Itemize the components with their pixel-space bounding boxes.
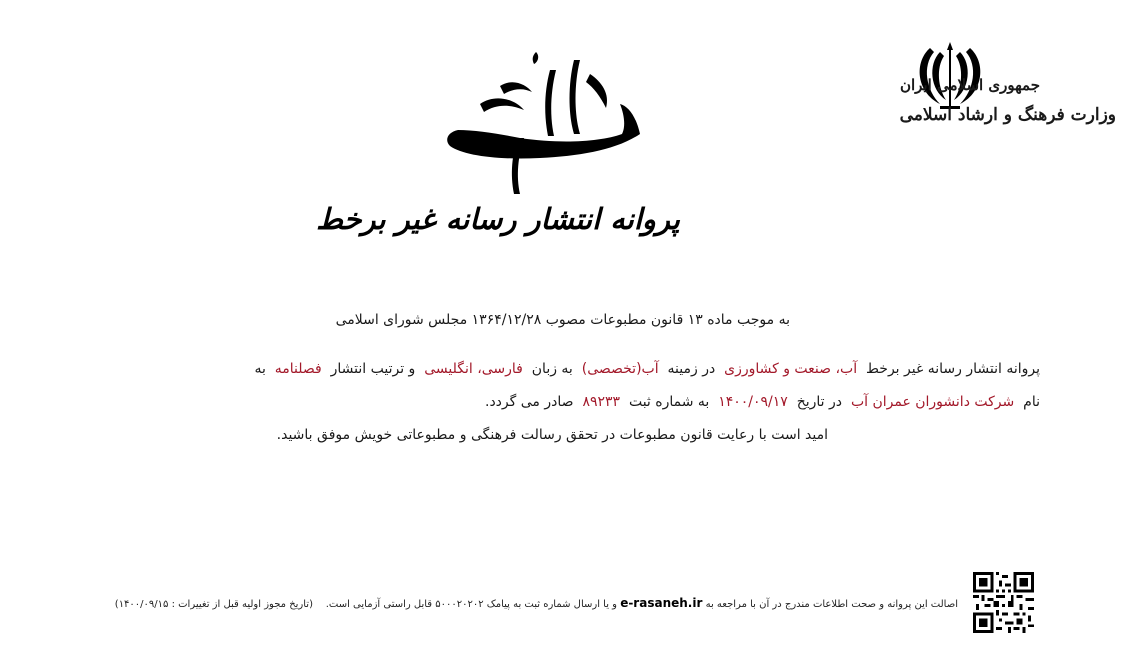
- verification-site-link[interactable]: e-rasaneh.ir: [620, 596, 703, 610]
- verification-footer: [115, 596, 958, 610]
- bismillah-calligraphy: [440, 34, 650, 199]
- registration-prefix: به شماره ثبت: [628, 394, 710, 410]
- ministry-name: وزارت فرهنگ و ارشاد اسلامی: [899, 105, 1116, 125]
- verify-prefix: اصالت این پروانه و صحت اطلاعات مندرج در آن با مراجعه به: [705, 599, 958, 610]
- initial-date-note: (تاریخ مجوز اولیه قبل از تغییرات : ۱۴۰۰/۰۹/۱۵): [114, 599, 313, 610]
- language-prefix: به زبان: [531, 361, 573, 377]
- frequency-value: فصلنامه: [274, 361, 322, 377]
- date-prefix: در تاریخ: [796, 394, 843, 410]
- qr-code-icon: [973, 572, 1034, 633]
- closing-wish: امید است با رعایت قانون مطبوعات در تحقق رسالت فرهنگی و مطبوعاتی خویش موفق باشید.: [276, 427, 828, 443]
- intro-text: پروانه انتشار رسانه غیر برخط: [866, 361, 1040, 377]
- field-value: آب(تخصصی): [581, 361, 659, 377]
- frequency-prefix: و ترتیب انتشار: [330, 361, 416, 377]
- law-reference: به موجب ماده ۱۳ قانون مطبوعات مصوب ۱۳۶۴/۱۲/۲۸ مجلس شورای اسلامی: [335, 312, 790, 328]
- registration-number-value: ۸۹۲۳۳: [582, 394, 621, 410]
- issue-date-value: ۱۴۰۰/۰۹/۱۷: [718, 394, 788, 410]
- languages-value: فارسی، انگلیسی: [424, 361, 523, 377]
- owner-value: شرکت دانشوران عمران آب: [850, 394, 1015, 410]
- media-name-value: آب، صنعت و کشاورزی: [724, 361, 858, 377]
- verify-suffix: و یا ارسال شماره ثبت به پیامک ۵۰۰۰۲۰۲۰۲ قابل راستی آزمایی است.: [325, 599, 617, 610]
- issued-suffix: صادر می گردد.: [485, 394, 574, 410]
- country-name: جمهوری اسلامی ایران: [899, 76, 1040, 94]
- license-paragraph: [240, 353, 1040, 419]
- field-prefix: در زمینه: [667, 361, 716, 377]
- page-title: پروانه انتشار رسانه غیر برخط: [316, 202, 680, 236]
- owner-prefix: به نام: [254, 361, 1040, 410]
- iran-emblem-icon: [910, 38, 990, 112]
